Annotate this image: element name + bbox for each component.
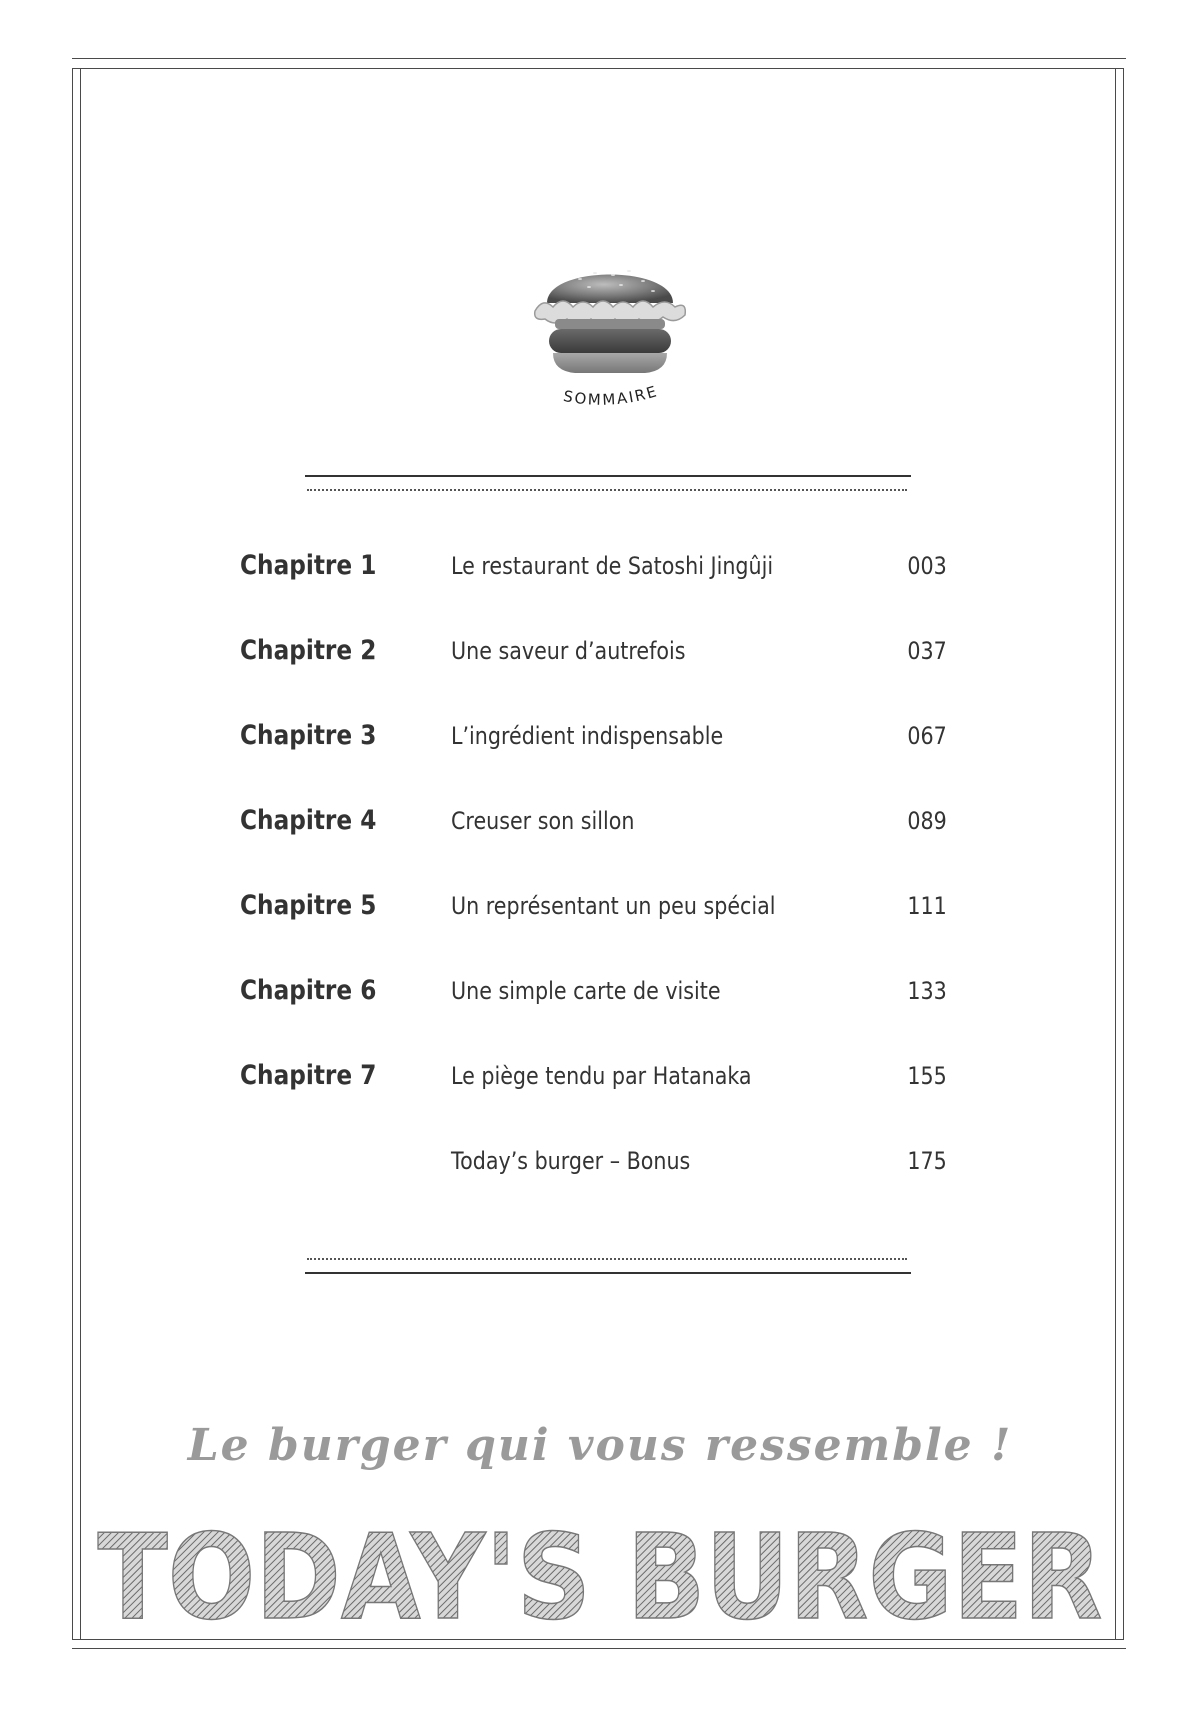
toc-page: 175 xyxy=(907,1147,947,1175)
toc-page: 111 xyxy=(907,892,947,920)
toc-row xyxy=(0,975,1200,1025)
toc-row xyxy=(0,550,1200,600)
bottom-divider-dotted xyxy=(307,1258,907,1260)
toc-row xyxy=(0,805,1200,855)
tagline: Le burger qui vous ressemble ! xyxy=(187,1420,1013,1471)
toc-title: Une saveur d’autrefois xyxy=(451,637,686,665)
toc-row xyxy=(0,1060,1200,1110)
toc-chapter: Chapitre 7 xyxy=(240,1060,377,1091)
bottom-border-line xyxy=(72,1648,1126,1649)
toc-page: 133 xyxy=(907,977,947,1005)
bottom-divider-solid xyxy=(305,1272,911,1274)
toc-title: L’ingrédient indispensable xyxy=(451,722,724,750)
toc-chapter: Chapitre 6 xyxy=(240,975,377,1006)
toc-page: 067 xyxy=(907,722,947,750)
toc-chapter: Chapitre 4 xyxy=(240,805,377,836)
toc-chapter: Chapitre 5 xyxy=(240,890,377,921)
top-border-line xyxy=(72,58,1126,59)
toc-row xyxy=(0,635,1200,685)
toc-row xyxy=(0,890,1200,940)
toc-row xyxy=(0,720,1200,770)
sommaire-heading xyxy=(500,362,720,452)
brand-wordmark xyxy=(95,1508,1105,1646)
toc-page: 003 xyxy=(907,552,947,580)
toc-chapter: Chapitre 3 xyxy=(240,720,377,751)
toc-row xyxy=(0,1145,1200,1195)
top-divider-dotted xyxy=(307,489,907,491)
toc-title: Une simple carte de visite xyxy=(451,977,721,1005)
toc-chapter: Chapitre 2 xyxy=(240,635,377,666)
svg-text:SOMMAIRE: SOMMAIRE xyxy=(561,382,661,409)
toc-title: Today’s burger – Bonus xyxy=(451,1147,691,1175)
toc-title: Le piège tendu par Hatanaka xyxy=(451,1062,752,1090)
toc-page: 089 xyxy=(907,807,947,835)
toc-title: Le restaurant de Satoshi Jingûji xyxy=(451,552,774,580)
toc-chapter: Chapitre 1 xyxy=(240,550,377,581)
toc-title: Un représentant un peu spécial xyxy=(451,892,776,920)
top-divider-solid xyxy=(305,475,911,477)
toc-page: 037 xyxy=(907,637,947,665)
toc-page: 155 xyxy=(907,1062,947,1090)
toc-title: Creuser son sillon xyxy=(451,807,635,835)
svg-text:TODAY'S BURGER: TODAY'S BURGER xyxy=(97,1508,1103,1646)
